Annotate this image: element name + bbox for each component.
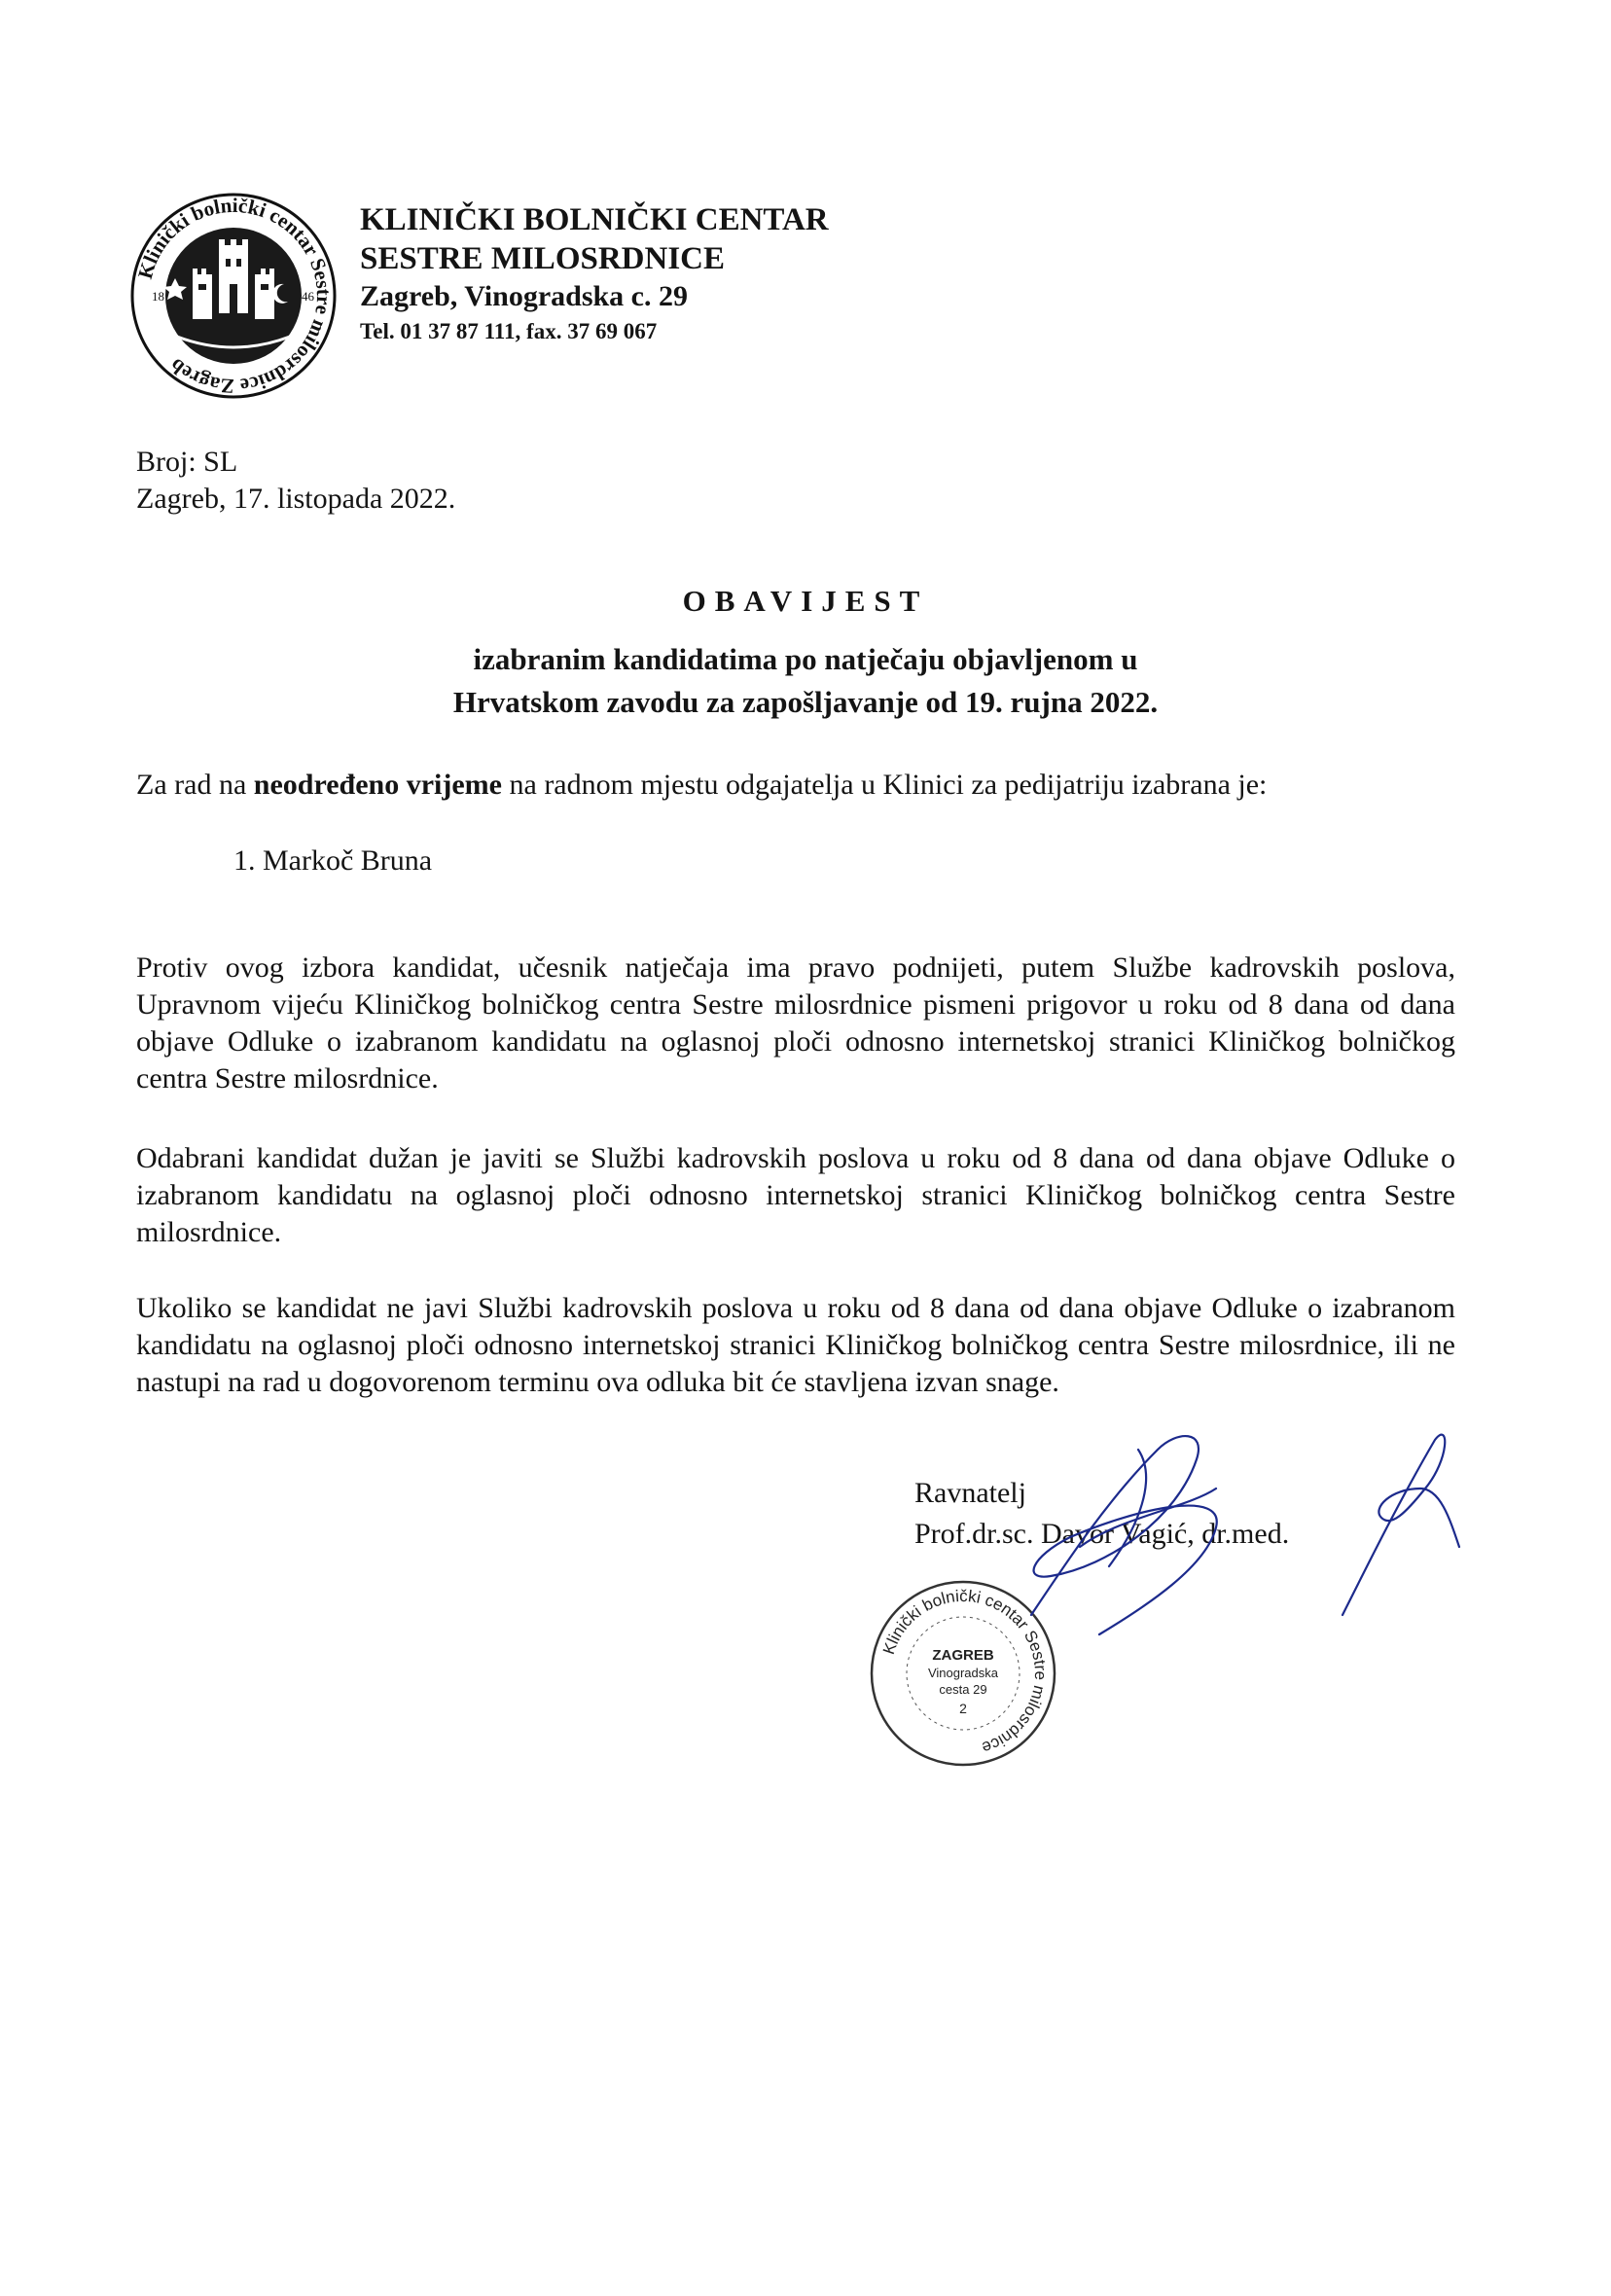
institution-contact: Tel. 01 37 87 111, fax. 37 69 067 [360, 319, 658, 343]
stamp-code: 2 [959, 1701, 967, 1716]
signatory-role: Ravnatelj [914, 1477, 1026, 1509]
handwritten-signature [992, 1420, 1479, 1644]
document-subtitle-line1: izabranim kandidatima po natječaju objavljenom u [473, 642, 1138, 676]
intro-sentence [136, 769, 1267, 802]
logo-year-left: 18 [152, 289, 164, 304]
document-title: OBAVIJEST [682, 584, 929, 618]
institution-address: Zagreb, Vinogradska c. 29 [360, 280, 688, 312]
intro-text-after: na radnom mjestu odgajatelja u Klinici za pedijatriju izabrana je: [502, 769, 1268, 801]
signatory-name: Prof.dr.sc. Davor Vagić, dr.med. [914, 1518, 1290, 1550]
stamp-number: cesta 29 [939, 1682, 987, 1697]
reference-number: Broj: SL [136, 446, 238, 478]
hospital-logo [128, 191, 339, 401]
candidate-list-item: 1. Markoč Bruna [233, 844, 433, 877]
document-subtitle-line2: Hrvatskom zavodu za zapošljavanje od 19. rujna 2022. [452, 685, 1159, 719]
stamp-city: ZAGREB [932, 1647, 994, 1664]
intro-text-before: Za rad na [136, 769, 254, 801]
paragraph-reporting: Odabrani kandidat dužan je javiti se Službi kadrovskih poslova u roku od 8 dana od dana objave Odluke o izabranom kandidatu na oglasnoj ploči odnosno internetskoj stranici Kliničkog bolničkog centra Sestre milosrdnice. [136, 1142, 1455, 1248]
document-date: Zagreb, 17. listopada 2022. [136, 483, 456, 515]
stamp-ring-text: Klinički bolnički centar Sestre milosrdnice [878, 1586, 1051, 1758]
stamp-street: Vinogradska [927, 1666, 999, 1680]
institution-name-line2: SESTRE MILOSRDNICE [360, 241, 726, 276]
logo-ring-text: Klinički bolnički centar Sestre milosrdnice Zagreb [132, 193, 337, 399]
paragraph-annulment: Ukoliko se kandidat ne javi Službi kadrovskih poslova u roku od 8 dana od dana objave Odluke o izabranom kandidatu na oglasnoj ploči odnosno internetskoj stranici Kliničkog bolničkog centra Sestre milosrdnice, ili ne nastupi na rad u dogovorenom terminu ova odluka bit će stavljena izvan snage. [136, 1292, 1455, 1398]
paragraph-objection: Protiv ovog izbora kandidat, učesnik natječaja ima pravo podnijeti, putem Službe kadrovskih poslova, Upravnom vijeću Kliničkog bolničkog centra Sestre milosrdnice pismeni prigovor u roku od 8 dana od dana objave Odluke o izabranom kandidatu na oglasnoj ploči odnosno internetskoj stranici Kliničkog bolničkog centra Sestre milosrdnice. [136, 951, 1455, 1094]
intro-emphasis: neodređeno vrijeme [253, 769, 502, 801]
logo-year-right: 46 [302, 289, 314, 304]
institution-name-line1: KLINIČKI BOLNIČKI CENTAR [360, 202, 829, 237]
